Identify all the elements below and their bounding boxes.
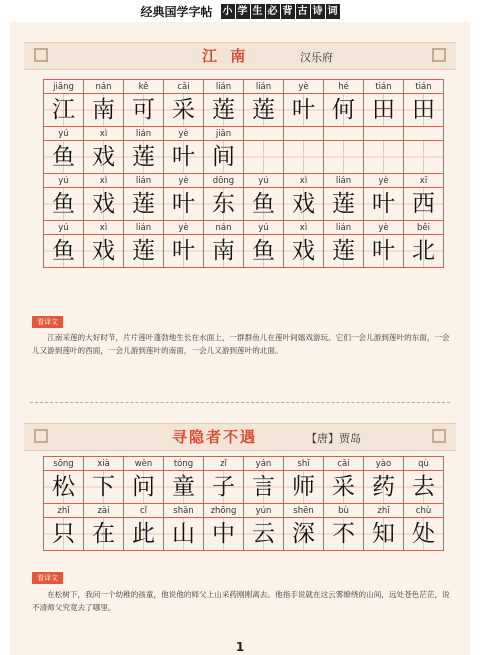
poem1-grid (43, 79, 444, 268)
series-title (221, 4, 340, 19)
character-cell: 戏 (284, 188, 324, 221)
character-cell: 莲 (324, 188, 364, 221)
pinyin-cell: cǎi (324, 457, 364, 471)
character-cell: 言 (244, 471, 284, 504)
character-cell: 戏 (84, 141, 124, 174)
book-title: 经典国学字帖 (140, 4, 213, 19)
pinyin-cell: nán (84, 80, 124, 94)
character-cell: 西 (404, 188, 444, 221)
pinyin-cell: lián (124, 174, 164, 188)
pinyin-cell: qù (404, 457, 444, 471)
character-cell: 松 (44, 471, 84, 504)
character-cell (244, 141, 284, 174)
character-cell: 间 (204, 141, 244, 174)
pinyin-cell: shī (284, 457, 324, 471)
character-cell: 可 (124, 94, 164, 127)
pinyin-row (44, 221, 444, 235)
pinyin-cell: zǐ (204, 457, 244, 471)
pinyin-cell: xì (84, 174, 124, 188)
character-cell: 莲 (324, 235, 364, 268)
poem1-translation: 江南采莲的大好时节，片片莲叶蓬勃地生长在水面上，一群群鱼儿在莲叶间嬉戏游玩。它们一会儿游到莲叶的东面，一会儿又游到莲叶的西面，一会儿游到莲叶的南面，一会儿又游到莲叶的北面。 (32, 333, 450, 355)
pinyin-cell: lián (204, 80, 244, 94)
ornament-icon (432, 429, 446, 443)
character-cell: 田 (404, 94, 444, 127)
ornament-icon (34, 429, 48, 443)
pinyin-cell: xì (284, 221, 324, 235)
pinyin-cell: hé (324, 80, 364, 94)
pinyin-cell: wèn (124, 457, 164, 471)
character-cell: 中 (204, 518, 244, 551)
series-char: 背 (282, 5, 293, 17)
pinyin-cell: zhōng (204, 504, 244, 518)
pinyin-cell: lián (324, 174, 364, 188)
pinyin-cell (404, 127, 444, 141)
character-row (44, 518, 444, 551)
poem1-title-bar (24, 42, 456, 70)
pinyin-cell: cǎi (164, 80, 204, 94)
character-cell: 莲 (244, 94, 284, 127)
character-row (44, 141, 444, 174)
character-cell: 子 (204, 471, 244, 504)
character-cell: 下 (84, 471, 124, 504)
pinyin-cell: yún (244, 504, 284, 518)
pinyin-cell (324, 127, 364, 141)
pinyin-row (44, 174, 444, 188)
character-cell: 不 (324, 518, 364, 551)
pinyin-cell: tóng (164, 457, 204, 471)
poem2-translation: 在松树下，我问一个幼稚的孩童，他说他的师父上山采药刚刚离去。他指手说就在这云雾缭绕的山间，远处苍色茫茫，说不清师父究竟去了哪里。 (32, 590, 450, 612)
poem2-translation-tag: 看译文 (32, 572, 63, 584)
character-cell: 莲 (204, 94, 244, 127)
pinyin-cell: yè (364, 174, 404, 188)
pinyin-cell: zài (84, 504, 124, 518)
character-cell: 北 (404, 235, 444, 268)
page-header (10, 0, 470, 22)
character-cell: 南 (204, 235, 244, 268)
character-cell: 鱼 (244, 188, 284, 221)
character-cell: 叶 (364, 188, 404, 221)
pinyin-cell: jiāng (44, 80, 84, 94)
section-divider (30, 402, 450, 403)
character-cell: 在 (84, 518, 124, 551)
character-cell (284, 141, 324, 174)
pinyin-cell: dōng (204, 174, 244, 188)
poem2-grid (43, 456, 444, 551)
pinyin-cell: yè (164, 174, 204, 188)
character-cell: 此 (124, 518, 164, 551)
character-cell: 采 (164, 94, 204, 127)
character-cell: 戏 (84, 235, 124, 268)
character-cell: 戏 (84, 188, 124, 221)
pinyin-cell: yú (44, 127, 84, 141)
pinyin-cell: yú (44, 221, 84, 235)
pinyin-cell: lián (244, 80, 284, 94)
pinyin-cell: xī (404, 174, 444, 188)
character-cell: 鱼 (244, 235, 284, 268)
pinyin-cell (364, 127, 404, 141)
character-cell: 山 (164, 518, 204, 551)
pinyin-cell: yè (164, 127, 204, 141)
character-row (44, 94, 444, 127)
character-cell: 只 (44, 518, 84, 551)
pinyin-cell: lián (324, 221, 364, 235)
pinyin-cell: zhǐ (44, 504, 84, 518)
pinyin-cell: yè (164, 221, 204, 235)
pinyin-cell: lián (124, 221, 164, 235)
character-cell: 药 (364, 471, 404, 504)
pinyin-cell: nán (204, 221, 244, 235)
character-cell: 云 (244, 518, 284, 551)
character-cell: 叶 (164, 235, 204, 268)
character-cell: 南 (84, 94, 124, 127)
pinyin-cell: sōng (44, 457, 84, 471)
character-cell: 问 (124, 471, 164, 504)
pinyin-cell: yè (364, 221, 404, 235)
pinyin-cell: zhī (364, 504, 404, 518)
ornament-icon (432, 48, 446, 62)
pinyin-cell: xì (84, 221, 124, 235)
pinyin-cell: yán (244, 457, 284, 471)
pinyin-cell: kě (124, 80, 164, 94)
pinyin-cell: chù (404, 504, 444, 518)
pinyin-cell: tián (364, 80, 404, 94)
pinyin-cell: xì (284, 174, 324, 188)
poem2-author: 【唐】贾岛 (306, 432, 361, 445)
character-cell: 叶 (164, 188, 204, 221)
character-cell: 叶 (164, 141, 204, 174)
series-char: 必 (267, 5, 278, 17)
poem2-title-bar (24, 423, 456, 451)
character-cell: 戏 (284, 235, 324, 268)
poem1-author: 汉乐府 (300, 51, 333, 64)
character-cell: 叶 (284, 94, 324, 127)
pinyin-cell: jiān (204, 127, 244, 141)
character-cell (364, 141, 404, 174)
pinyin-cell: bù (324, 504, 364, 518)
character-cell: 江 (44, 94, 84, 127)
pinyin-cell: lián (124, 127, 164, 141)
pinyin-cell: shān (164, 504, 204, 518)
series-char: 小 (222, 5, 233, 17)
character-cell (404, 141, 444, 174)
character-cell: 采 (324, 471, 364, 504)
poem1-translation-tag: 看译文 (32, 316, 63, 328)
poem1-title: 江 南 (202, 47, 250, 65)
pinyin-cell: xì (84, 127, 124, 141)
ornament-icon (34, 48, 48, 62)
character-cell: 知 (364, 518, 404, 551)
pinyin-cell: cǐ (124, 504, 164, 518)
character-cell: 处 (404, 518, 444, 551)
character-cell: 鱼 (44, 141, 84, 174)
character-cell (324, 141, 364, 174)
pinyin-cell (284, 127, 324, 141)
character-row (44, 188, 444, 221)
character-row (44, 235, 444, 268)
pinyin-cell: yú (244, 221, 284, 235)
series-char: 古 (297, 5, 308, 17)
series-char: 词 (327, 5, 338, 17)
pinyin-cell: tián (404, 80, 444, 94)
pinyin-row (44, 80, 444, 94)
character-cell: 深 (284, 518, 324, 551)
pinyin-row (44, 457, 444, 471)
character-cell: 去 (404, 471, 444, 504)
pinyin-row (44, 504, 444, 518)
character-cell: 莲 (124, 235, 164, 268)
series-char: 诗 (312, 5, 323, 17)
character-cell: 童 (164, 471, 204, 504)
pinyin-cell: yú (44, 174, 84, 188)
pinyin-row (44, 127, 444, 141)
page-number: 1 (235, 640, 245, 654)
character-cell: 莲 (124, 141, 164, 174)
pinyin-cell: yú (244, 174, 284, 188)
pinyin-cell (244, 127, 284, 141)
pinyin-cell: xià (84, 457, 124, 471)
series-char: 学 (237, 5, 248, 17)
pinyin-cell: yào (364, 457, 404, 471)
character-cell: 鱼 (44, 188, 84, 221)
pinyin-cell: běi (404, 221, 444, 235)
character-cell: 师 (284, 471, 324, 504)
character-cell: 田 (364, 94, 404, 127)
series-char: 生 (252, 5, 263, 17)
character-row (44, 471, 444, 504)
character-cell: 东 (204, 188, 244, 221)
pinyin-cell: yè (284, 80, 324, 94)
page (10, 0, 470, 655)
character-cell: 莲 (124, 188, 164, 221)
pinyin-cell: shēn (284, 504, 324, 518)
poem2-title: 寻隐者不遇 (172, 428, 258, 446)
character-cell: 何 (324, 94, 364, 127)
character-cell: 叶 (364, 235, 404, 268)
character-cell: 鱼 (44, 235, 84, 268)
